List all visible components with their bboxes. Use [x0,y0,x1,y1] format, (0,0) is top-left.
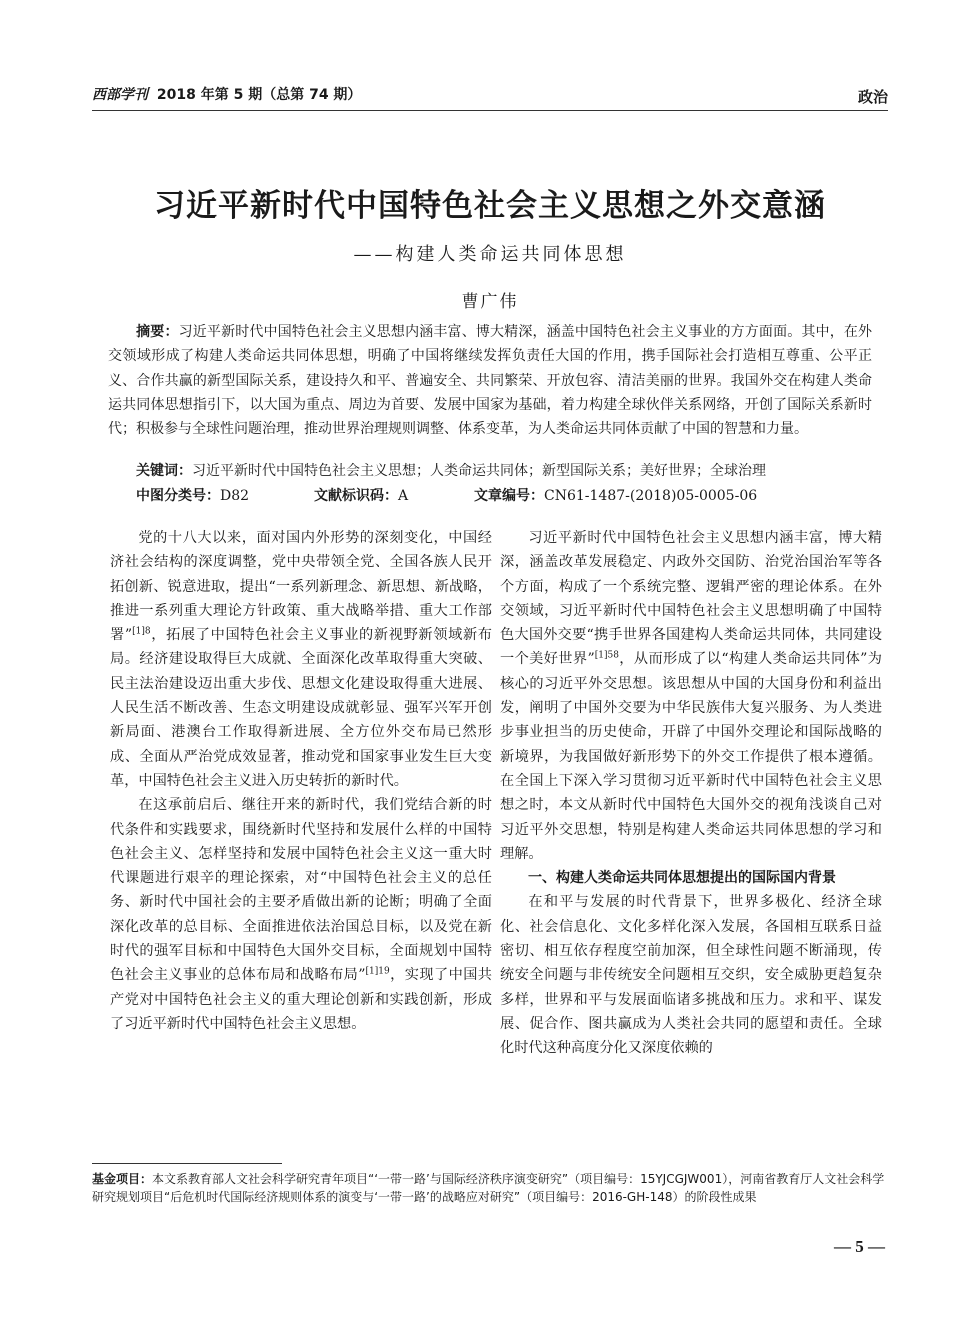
paragraph-text: 党的十八大以来，面对国内外形势的深刻变化，中国经济社会结构的深度调整，党中央带领全党、全国各族人民开拓创新、锐意进取，提出“一系列新理念、新思想、新战略，推进一系列重大理论方针政策、重大战略举措、重大工作部署” [110,530,492,644]
abstract [108,320,872,441]
section-name: 政治 [857,88,888,106]
paragraph-text: 习近平新时代中国特色社会主义思想内涵丰富，博大精深，涵盖改革发展稳定、内政外交国防、治党治国治军等各个方面，构成了一个系统完整、逻辑严密的理论体系。在外交领域，习近平新时代中国特色社会主义思想明确了中国特色大国外交要“携手世界各国建构人类命运共同体，共同建设一个美好世界” [500,530,882,668]
keywords [136,461,872,481]
body-column-left [110,526,492,1036]
paragraph-text: ，从而形成了以“构建人类命运共同体”为核心的习近平外交思想。该思想从中国的大国身份和利益出发，阐明了中国外交要为中华民族伟大复兴服务、为人类进步事业担当的历史使命，开辟了中国外交理论和国际战略的新境界，为我国做好新形势下的外交工作提供了根本遵循。在全国上下深入学习贯彻习近平新时代中国特色社会主义思想之时，本文从新时代中国特色大国外交的视角浅谈自己对习近平外交思想，特别是构建人类命运共同体思想的学习和理解。 [500,651,882,862]
article-no-value: CN61-1487-(2018)05-0005-06 [544,488,758,504]
issue-info: 2018 年第 5 期（总第 74 期） [156,87,362,103]
keywords-text: 习近平新时代中国特色社会主义思想；人类命运共同体；新型国际关系；美好世界；全球治理 [192,463,766,479]
funding-text: 本文系教育部人文社会科学研究青年项目“‘一带一路’与国际经济秩序演变研究”（项目编号：15YJCGJW001），河南省教育厅人文社会科学研究规划项目“后危机时代国际经济规则体系的演变与‘一带一路’的战略应对研究”（项目编号：2016-GH-148）的阶段性成果 [92,1172,885,1204]
paragraph-text: ，拓展了中国特色社会主义事业的新视野新领域新布局。经济建设取得巨大成就、全面深化改革取得重大突破、民主法治建设迈出重大步伐、思想文化建设取得重大进展、人民生活不断改善、生态文明建设成就彰显、强军兴军开创新局面、港澳台工作取得新进展、全方位外交布局已然形成、全面从严治党成效显著，推动党和国家事业发生巨大变革，中国特色社会主义进入历史转折的新时代。 [110,627,492,789]
abstract-label: 摘要： [136,324,179,340]
doc-code-label: 文献标识码： [314,488,398,504]
classification-line [136,486,872,506]
citation-ref: [1]58 [594,650,619,661]
journal-name: 西部学刊 [92,87,148,103]
body-column-right [500,526,882,1061]
page-number: — 5 — [834,1237,885,1256]
funding-footnote [92,1170,888,1206]
doc-code-value: A [398,488,409,504]
article-subtitle: ——构建人类命运共同体思想 [353,244,627,265]
clc-label: 中图分类号： [136,488,220,504]
funding-label: 基金项目： [92,1172,153,1186]
body-paragraph [500,526,882,866]
section-heading: 一、构建人类命运共同体思想提出的国际国内背景 [528,870,836,887]
article-title: 习近平新时代中国特色社会主义思想之外交意涵 [154,188,826,224]
paragraph-text: ，实现了中国共产党对中国特色社会主义的重大理论创新和实践创新，形成了习近平新时代中国特色社会主义思想。 [110,967,492,1032]
footnote-divider [92,1163,282,1164]
body-paragraph [110,793,492,1036]
clc-value: D82 [220,488,250,504]
author-name: 曹广伟 [461,292,519,312]
keywords-label: 关键词： [136,463,192,479]
citation-ref: [1]19 [365,966,390,977]
body-paragraph [110,526,492,793]
journal-issue [92,84,361,104]
abstract-text: 习近平新时代中国特色社会主义思想内涵丰富、博大精深，涵盖中国特色社会主义事业的方方面面。其中，在外交领域形成了构建人类命运共同体思想，明确了中国将继续发挥负责任大国的作用，携手国际社会打造相互尊重、公平正义、合作共赢的新型国际关系，建设持久和平、普遍安全、共同繁荣、开放包容、清洁美丽的世界。我国外交在构建人类命运共同体思想指引下，以大国为重点、周边为首要、发展中国家为基础，着力构建全球伙伴关系网络，开创了国际关系新时代；积极参与全球性问题治理，推动世界治理规则调整、体系变革，为人类命运共同体贡献了中国的智慧和力量。 [108,324,873,438]
paragraph-text: 在这承前启后、继往开来的新时代，我们党结合新的时代条件和实践要求，围绕新时代坚持和发展什么样的中国特色社会主义、怎样坚持和发展中国特色社会主义这一重大时代课题进行艰辛的理论探索，对“中国特色社会主义的总任务、新时代中国社会的主要矛盾做出新的论断；明确了全面深化改革的总目标、全面推进依法治国总目标，以及党在新时代的强军目标和中国特色大国外交目标，全面规划中国特色社会主义事业的总体布局和战略布局” [110,797,492,984]
body-paragraph: 在和平与发展的时代背景下，世界多极化、经济全球化、社会信息化、文化多样化深入发展，各国相互联系日益密切、相互依存程度空前加深，但全球性问题不断涌现，传统安全问题与非传统安全问题相互交织，安全威胁更趋复杂多样，世界和平与发展面临诸多挑战和压力。求和平、谋发展、促合作、图共赢成为人类社会共同的愿望和责任。全球化时代这种高度分化又深度依赖的 [500,894,882,1057]
citation-ref: [1]8 [132,626,151,637]
article-no-label: 文章编号： [474,488,544,504]
running-header [92,84,888,111]
